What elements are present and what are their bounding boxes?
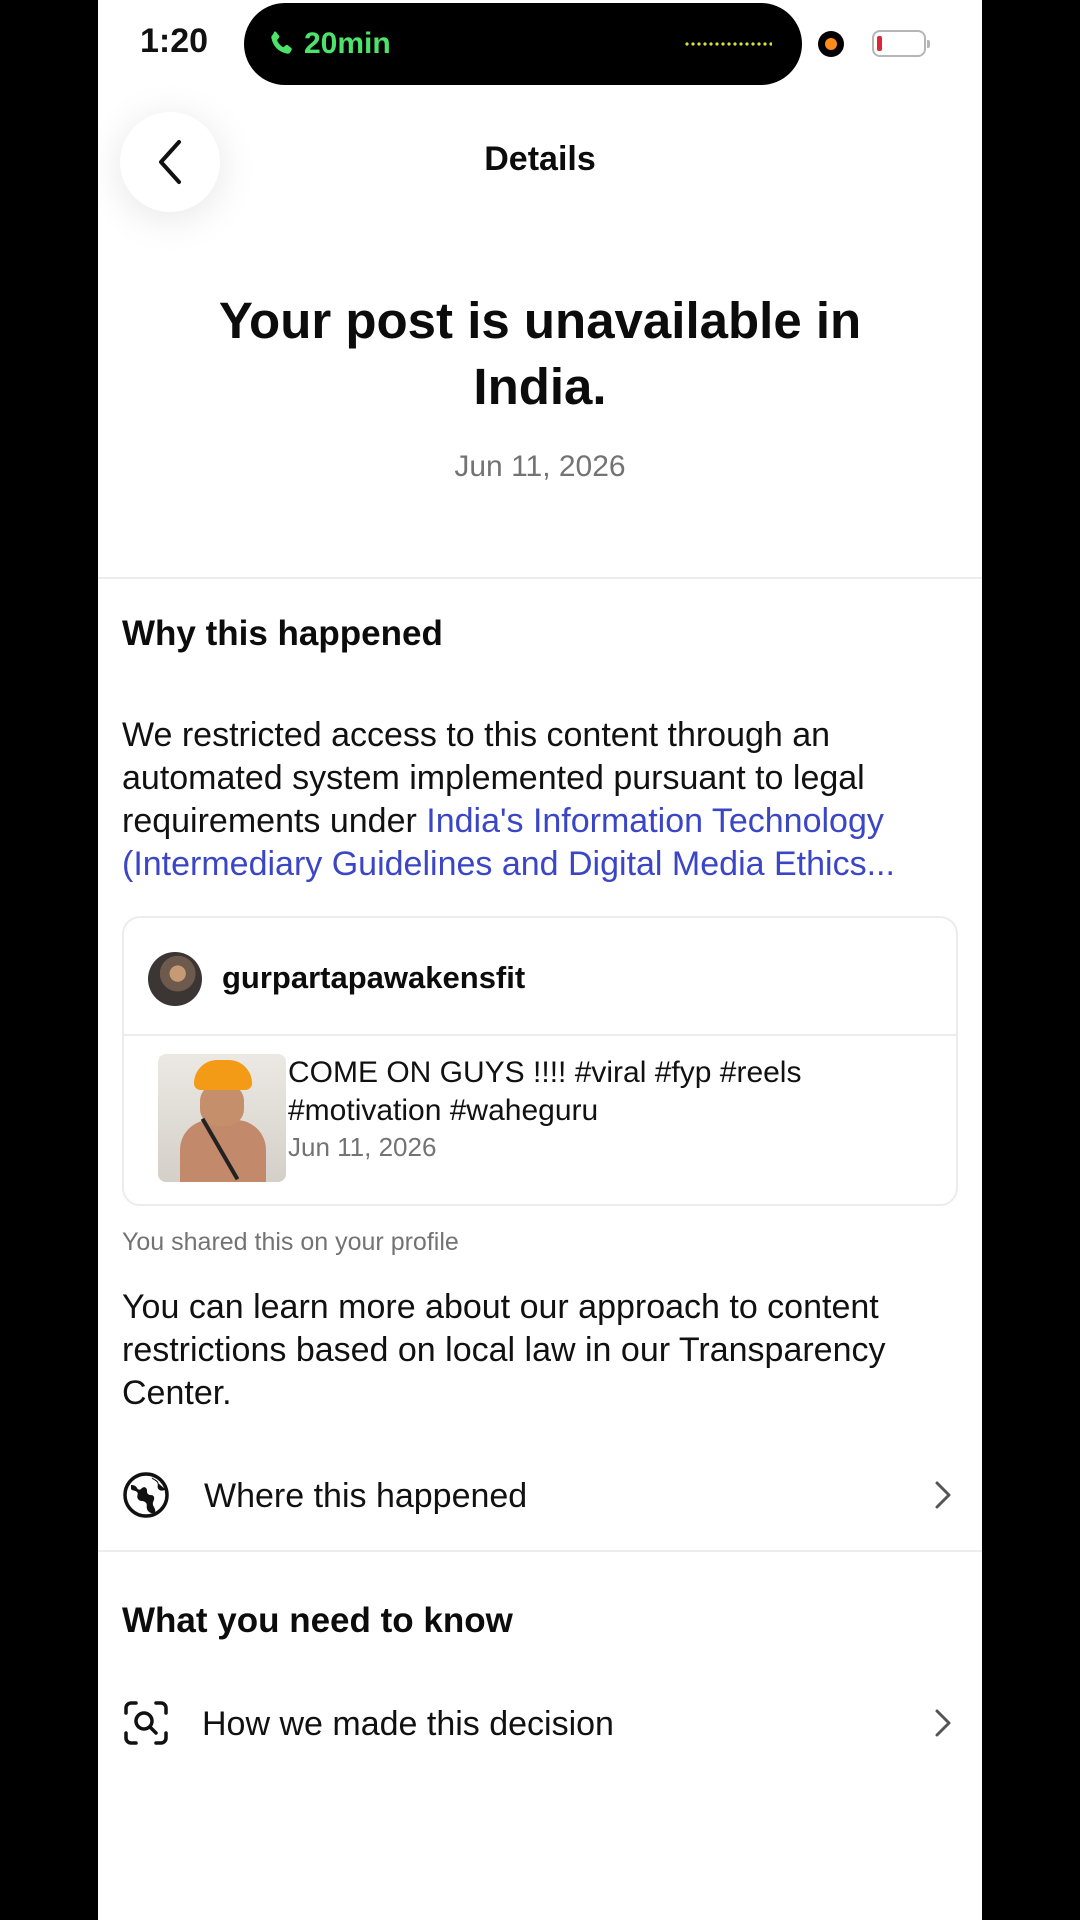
dynamic-island-call[interactable] bbox=[244, 3, 802, 85]
status-time: 1:20 bbox=[140, 22, 209, 60]
know-heading: What you need to know bbox=[122, 1601, 513, 1640]
shared-note: You shared this on your profile bbox=[122, 1228, 459, 1256]
page-title: Details bbox=[484, 140, 596, 178]
learn-more-text: You can learn more about our approach to content restrictions based on local law in our Transparency Center. bbox=[122, 1288, 886, 1412]
call-duration: 20min bbox=[304, 27, 391, 60]
post-card[interactable] bbox=[122, 916, 958, 1206]
chevron-right-icon bbox=[934, 1480, 952, 1510]
hero-title: Your post is unavailable in India. bbox=[218, 292, 862, 415]
scan-search-icon bbox=[122, 1699, 170, 1747]
post-date: Jun 11, 2026 bbox=[288, 1132, 437, 1162]
recording-indicator-icon bbox=[818, 31, 844, 57]
why-text bbox=[122, 714, 968, 886]
how-we-made-this-decision-label: How we made this decision bbox=[202, 1705, 614, 1743]
card-divider bbox=[124, 1034, 956, 1036]
username[interactable]: gurpartapawakensfit bbox=[222, 960, 526, 995]
divider bbox=[98, 1550, 982, 1552]
battery-icon bbox=[872, 30, 926, 57]
phone-icon bbox=[266, 27, 296, 61]
law-link[interactable]: India's Information Technology (Intermediary Guidelines and Digital Media Ethics... bbox=[122, 802, 895, 883]
screen bbox=[98, 0, 982, 1920]
divider bbox=[98, 577, 982, 579]
post-caption: COME ON GUYS !!!! #viral #fyp #reels #motivation #waheguru bbox=[288, 1056, 802, 1127]
post-thumbnail[interactable] bbox=[158, 1054, 286, 1182]
avatar[interactable] bbox=[148, 952, 202, 1006]
how-we-made-this-decision-row[interactable] bbox=[98, 1678, 982, 1768]
audio-wave-icon bbox=[684, 42, 772, 46]
why-heading: Why this happened bbox=[122, 614, 443, 653]
chevron-right-icon bbox=[934, 1708, 952, 1738]
hero-date: Jun 11, 2026 bbox=[454, 450, 626, 483]
where-this-happened-label: Where this happened bbox=[204, 1477, 528, 1515]
why-body: We restricted access to this content through an automated system implemented pursuant to legal requirements under bbox=[122, 716, 865, 840]
where-this-happened-row[interactable] bbox=[98, 1450, 982, 1540]
globe-icon bbox=[122, 1471, 170, 1519]
